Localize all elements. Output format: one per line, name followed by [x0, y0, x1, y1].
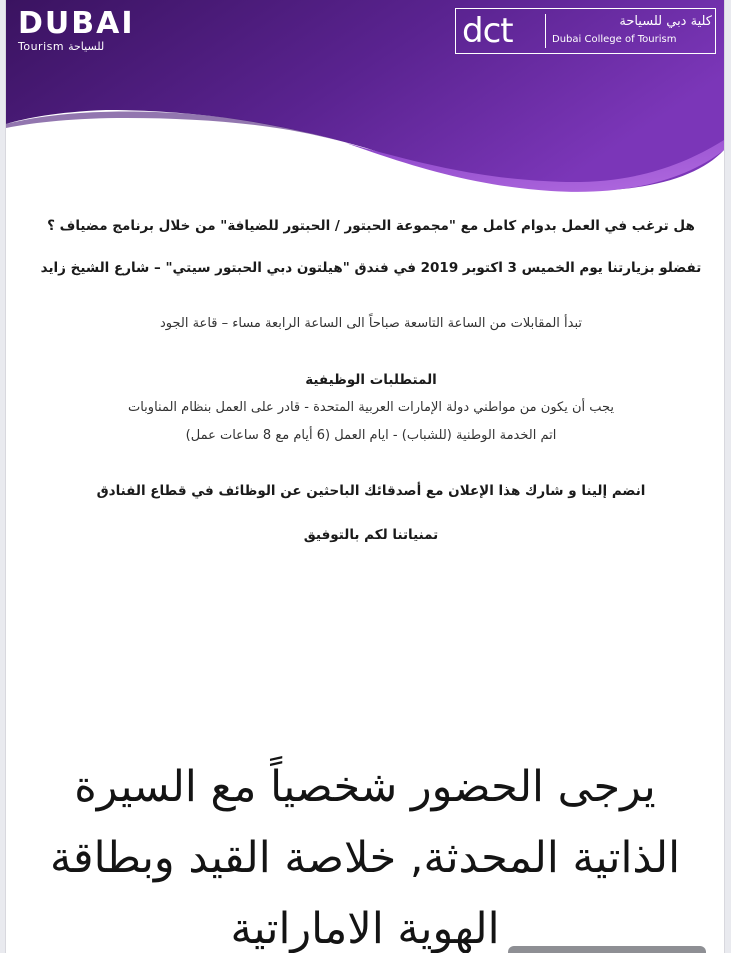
header-banner: [6, 0, 724, 200]
dct-logo-divider: [545, 14, 546, 48]
requirement-line: اتم الخدمة الوطنية (للشباب) - ايام العمل (6 أيام مع 8 ساعات عمل): [185, 428, 557, 443]
dct-logo: [455, 8, 716, 54]
dct-logo-mark: dct: [462, 11, 513, 51]
dubai-tourism-logo: [18, 8, 148, 53]
requirements-title: المتطلبات الوظيفية: [305, 372, 437, 388]
dct-logo-english: Dubai College of Tourism: [552, 34, 677, 45]
dubai-logo-word: DUBAI: [18, 6, 135, 41]
notice-line: يرجى الحضور شخصياً مع السيرة: [74, 762, 656, 812]
dubai-logo-subtitle: Tourism للسياحة: [18, 40, 105, 53]
visit-line: تفضلو بزيارتنا يوم الخميس 3 اكتوبر 2019 في فندق "هيلتون دبي الحبتور سيتي" – شارع الشيخ زايد: [40, 260, 702, 276]
dct-logo-arabic: كلية دبي للسياحة: [619, 14, 712, 29]
wishes-line: تمنياتنا لكم بالتوفيق: [303, 527, 439, 543]
notice-line: الذاتية المحدثة, خلاصة القيد وبطاقة: [49, 833, 681, 883]
requirement-line: يجب أن يكون من مواطني دولة الإمارات العربية المتحدة - قادر على العمل بنظام المناوبات: [127, 400, 615, 415]
share-line: انضم إلينا و شارك هذا الإعلان مع أصدقائك الباحثين عن الوظائف في قطاع الفنادق: [96, 483, 646, 499]
question-line: هل ترغب في العمل بدوام كامل مع "مجموعة الحبتور / الحبتور للضيافة" من خلال برنامج مضياف ؟: [47, 218, 695, 234]
hours-line: تبدأ المقابلات من الساعة التاسعة صباحاً الى الساعة الرابعة مساء – قاعة الجود: [159, 316, 583, 331]
flyer-page: [5, 0, 725, 953]
notice-line: الهوية الاماراتية: [230, 904, 500, 953]
bottom-sheet-handle[interactable]: [508, 946, 706, 953]
